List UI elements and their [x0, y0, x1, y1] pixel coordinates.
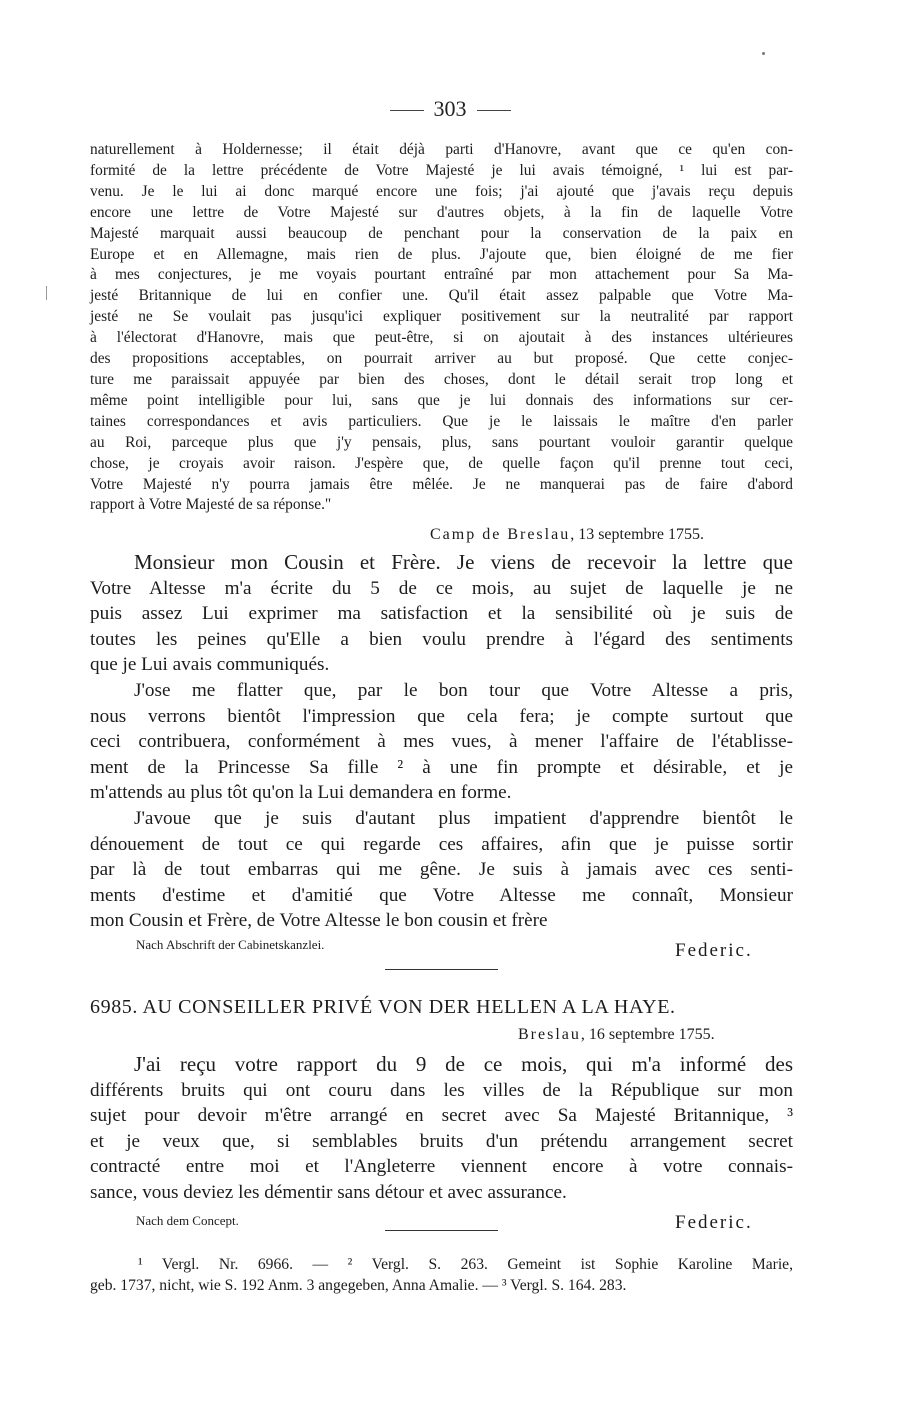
text-line: ment de la Princesse Sa fille ² à une fin prompte et désirable, et je	[90, 756, 793, 778]
footnote-divider	[385, 1230, 498, 1231]
dateline-date: , 13 septembre 1755.	[570, 526, 704, 543]
page-header	[0, 96, 900, 122]
document-heading: 6985. AU CONSEILLER PRIVÉ VON DER HELLEN A LA HAYE.	[90, 996, 676, 1018]
source-note-2: Nach dem Concept.	[136, 1213, 239, 1228]
text-line: puis assez Lui exprimer ma satisfaction et la sensibilité où je suis de	[90, 603, 793, 625]
text-line: formité de la lettre précédente de Votre Majesté je lui avais témoigné, ¹ lui est par-	[90, 161, 793, 179]
text-line: Votre Altesse m'a écrite du 5 de ce mois, au sujet de laquelle je ne	[90, 577, 793, 599]
text-line: jesté ne Se voulait pas jusqu'ici expliquer positivement sur la neutralité par rapport	[90, 308, 793, 326]
text-line: différents bruits qui ont couru dans les villes de la République sur mon	[90, 1079, 793, 1101]
text-line: J'ose me flatter que, par le bon tour que Votre Altesse a pris,	[134, 679, 793, 701]
text-line: et je veux que, si semblables bruits d'un prétendu arrangement secret	[90, 1130, 793, 1152]
header-dash-left	[390, 110, 424, 111]
letter-body-1	[90, 550, 793, 934]
text-line: venu. Je le lui ai donc marqué encore une fois; j'ai ajouté que j'avais reçu depuis	[90, 182, 793, 200]
footnotes	[90, 1254, 793, 1296]
text-line: nous verrons bientôt l'impression que cela fera; je compte surtout que	[90, 705, 793, 727]
text-line: mon Cousin et Frère, de Votre Altesse le bon cousin et frère	[90, 910, 548, 932]
margin-mark	[46, 286, 47, 300]
text-line: J'avoue que je suis d'autant plus impatient d'apprendre bientôt le	[134, 807, 793, 829]
text-line: par là de tout embarras qui me gêne. Je suis à jamais avec ces senti-	[90, 859, 793, 881]
text-line: encore une lettre de Votre Majesté sur d'autres objets, à la fin de laquelle Votre	[90, 203, 793, 221]
dateline-1	[430, 526, 704, 544]
text-line: au Roi, parceque plus que j'y pensais, plus, sans pourtant vouloir garantir quelque	[90, 433, 793, 451]
footnote-line: geb. 1737, nicht, wie S. 192 Anm. 3 angegeben, Anna Amalie. — ³ Vergl. S. 164. 283.	[90, 1277, 627, 1294]
text-line: ceci contribuera, conformément à mes vues, à mener l'affaire de l'établisse-	[90, 731, 793, 753]
text-line: des propositions acceptables, on pourrait arriver au but proposé. Que cette conjec-	[90, 350, 793, 368]
footnote-line: ¹ Vergl. Nr. 6966. — ² Vergl. S. 263. Gemeint ist Sophie Karoline Marie,	[138, 1256, 793, 1273]
text-line: taines correspondances et avis particuliers. Que je le laissais le maître d'en parler	[90, 412, 793, 430]
text-line: rapport à Votre Majesté de sa réponse."	[90, 496, 332, 514]
header-dash-right	[477, 110, 511, 111]
section-divider	[385, 969, 498, 970]
text-line: sance, vous deviez les démentir sans détour et avec assurance.	[90, 1181, 567, 1203]
text-line: dénouement de tout ce qui regarde ces affaires, afin que je puisse sortir	[90, 833, 793, 855]
dateline-place: Camp de Breslau	[430, 526, 571, 543]
text-line: Europe et en Allemagne, mais rien de plus. J'ajoute que, bien éloigné de me fier	[90, 245, 793, 263]
text-line: contracté entre moi et l'Angleterre viennent encore à votre connais-	[90, 1156, 793, 1178]
text-line: Majesté marquait aussi beaucoup de penchant pour la conservation de la paix en	[90, 224, 793, 242]
text-line: toutes les peines qu'Elle a bien voulu prendre à l'égard des sentiments	[90, 628, 793, 650]
text-line: m'attends au plus tôt qu'on la Lui demandera en forme.	[90, 782, 512, 804]
text-line: ments d'estime et d'amitié que Votre Altesse me connaît, Monsieur	[90, 884, 793, 906]
ink-speck	[762, 52, 765, 55]
source-note-1: Nach Abschrift der Cabinetskanzlei.	[136, 937, 325, 952]
text-line: à mes conjectures, je me voyais pourtant entraîné par mon attachement pour Sa Ma-	[90, 266, 793, 284]
text-line: J'ai reçu votre rapport du 9 de ce mois, qui m'a informé des	[134, 1052, 793, 1076]
text-line: sujet pour devoir m'être arrangé en secret avec Sa Majesté Britannique, ³	[90, 1105, 793, 1127]
text-line: jesté Britannique de lui en confier une. Qu'il était assez palpable que Votre Ma-	[90, 287, 793, 305]
text-line: même point intelligible pour lui, sans que je lui donnais des informations sur cer-	[90, 391, 793, 409]
text-line: Monsieur mon Cousin et Frère. Je viens de recevoir la lettre que	[134, 550, 793, 574]
dateline-2	[518, 1026, 715, 1044]
text-line: chose, je croyais avoir raison. J'espère que, de quelle façon qu'il prenne tout ceci,	[90, 454, 793, 472]
signature-1: Federic.	[675, 940, 753, 961]
text-line: que je Lui avais communiqués.	[90, 654, 330, 676]
letter-continuation	[90, 140, 793, 516]
dateline-place: Breslau	[518, 1026, 581, 1043]
text-line: à l'électorat d'Hanovre, mais que peut-être, si on ajoutait à des instances ultérieures	[90, 329, 793, 347]
letter-body-2	[90, 1052, 793, 1206]
page-number: 303	[433, 96, 467, 121]
text-line: naturellement à Holdernesse; il était déjà parti d'Hanovre, avant que ce qu'en con-	[90, 141, 793, 158]
text-line: Votre Majesté n'y pourra jamais être mêlée. Je ne manquerai pas de faire d'abord	[90, 475, 793, 493]
signature-2: Federic.	[675, 1212, 753, 1233]
text-line: ture me paraissait appuyée par bien des choses, dont le détail serait trop long et	[90, 370, 793, 388]
dateline-date: , 16 septembre 1755.	[580, 1026, 715, 1043]
